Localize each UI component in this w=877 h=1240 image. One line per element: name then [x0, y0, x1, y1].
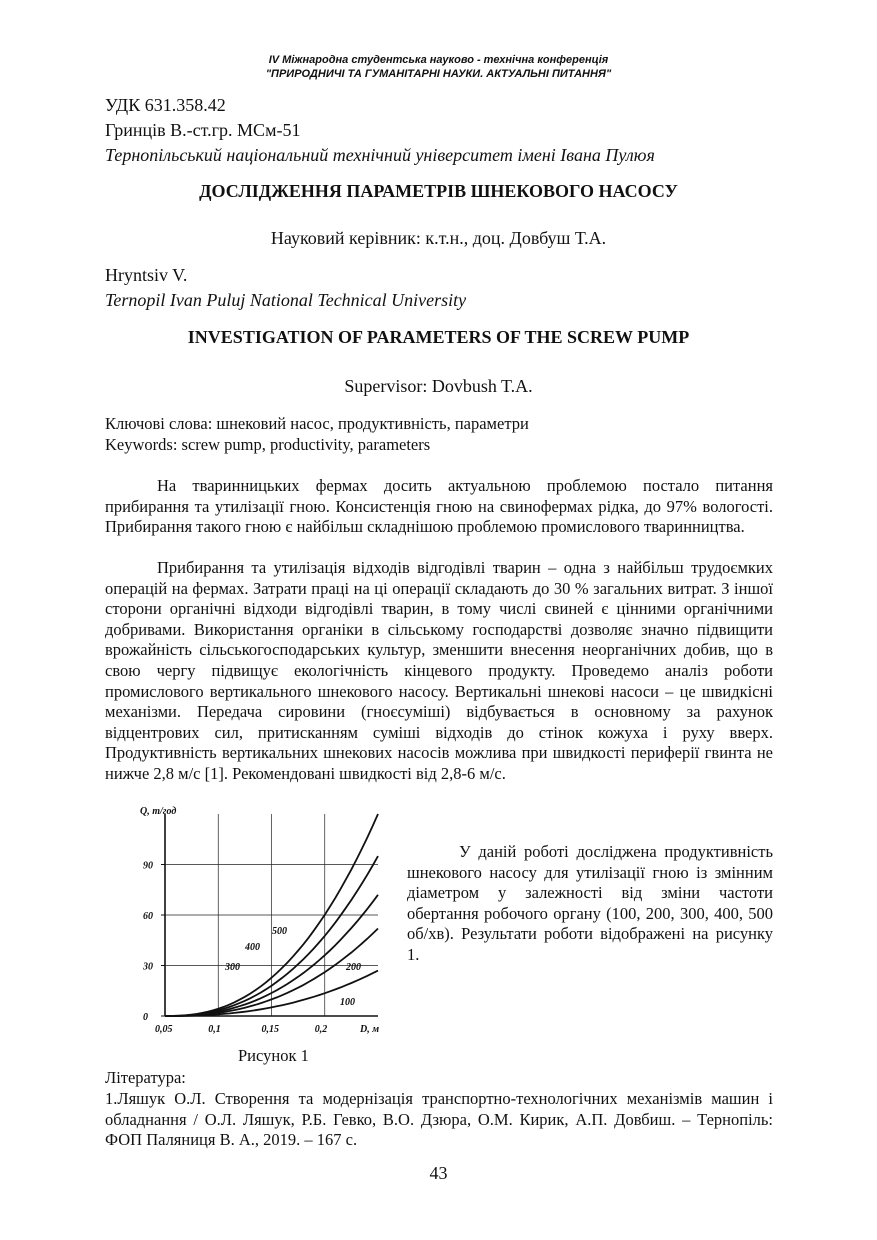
supervisor-en: Supervisor: Dovbush T.A. [344, 376, 533, 396]
affiliation-en: Ternopil Ivan Puluj National Technical University [105, 290, 467, 310]
conference-subtitle: "ПРИРОДНИЧІ ТА ГУМАНІТАРНІ НАУКИ. АКТУАЛЬНІ ПИТАННЯ" [265, 68, 612, 80]
series-label-500: 500 [272, 926, 287, 937]
keywords-en: Keywords: screw pump, productivity, parameters [105, 435, 431, 454]
keywords-ua: Ключові слова: шнековий насос, продуктивність, параметри [105, 414, 529, 433]
body-paragraph-2-text: Прибирання та утилізація відходів відгодівлі тварин – одна з найбільш трудоємких операцій на фермах. Затрати праці на ці операції складають до 30 % загальних витрат. З іншої сторони органічні відходи відгодівлі тварин, в тому числі свиней є цінними органічними добривами. Використання органіки в сільському господарстві дозволяє значно підвищити врожайність сільськогосподарських культур, зменшити внесення неорганічних добив, що в свою чергу підвищує екологічність кінцевого продукту. Проведемо аналіз роботи промислового вертикального шнекового насосу. Вертикальні шнекові насоси – це швидкісні механізми. Передача сировини (гноєсуміші) відбувається в основному за рахунок відцентрових сил, притисканням суміші відходів до стінок кожуха і руху вверх. Продуктивність вертикальних шнекових насосів можлива при швидкості периферії гвинта не нижче 2,8 м/с [1]. Рекомендовані швидкості від 2,8-6 м/с. [105, 558, 773, 783]
body-paragraph-3-text: У даній роботі досліджена продуктивність шнекового насосу для утилізації гною із змінним діаметром у залежності від зміни частоти обертання робочого органу (100, 200, 300, 400, 500 об/хв). Результати роботи відображені на рисунку 1. [407, 842, 773, 964]
y-tick-label: 0 [143, 1012, 148, 1023]
supervisor-ua: Науковий керівник: к.т.н., доц. Довбуш Т.А. [270, 228, 607, 248]
x-axis-label: D, м [360, 1024, 380, 1035]
chart-series-labels [224, 926, 361, 1008]
y-tick-label: 60 [143, 911, 153, 922]
series-label-100: 100 [340, 997, 355, 1008]
series-label-200: 200 [346, 962, 361, 973]
figure-1 [110, 800, 400, 1040]
body-paragraph-1 [105, 476, 773, 538]
series-label-400: 400 [245, 942, 260, 953]
x-tick-label: 0,1 [208, 1024, 221, 1035]
author-ua: Гринців В.-ст.гр. МСм-51 [105, 120, 301, 140]
udk-code: УДК 631.358.42 [105, 95, 226, 115]
affiliation-ua: Тернопільський національний технічний університет імені Івана Пулюя [105, 145, 655, 165]
series-label-300: 300 [225, 962, 240, 973]
x-tick-label: 0,2 [314, 1024, 328, 1035]
page-number: 43 [429, 1163, 448, 1183]
y-axis-label: Q, т/год [140, 806, 177, 817]
author-en: Hryntsiv V. [105, 265, 188, 285]
body-paragraph-1-text: На тваринницьких фермах досить актуальною проблемою постало питання прибирання та утилізації гною. Консистенція гною на свинофермах рідка, до 97% вологості. Прибирання такого гною є найбільш складнішою проблемою промислового тваринництва. [105, 476, 773, 537]
conference-title: IV Міжнародна студентська науково - технічна конференція [268, 54, 609, 66]
title-ua: ДОСЛІДЖЕННЯ ПАРАМЕТРІВ ШНЕКОВОГО НАСОСУ [199, 181, 678, 201]
x-tick-label: 0,05 [155, 1024, 173, 1035]
body-paragraph-2 [105, 558, 773, 785]
title-en: INVESTIGATION OF PARAMETERS OF THE SCREW PUMP [187, 327, 690, 347]
y-tick-label: 30 [143, 961, 153, 973]
references-heading: Література: [105, 1068, 186, 1087]
conference-header [0, 53, 877, 81]
figure-caption: Рисунок 1 [238, 1046, 309, 1065]
productivity-chart [110, 800, 400, 1040]
body-paragraph-3 [407, 842, 773, 966]
x-tick-label: 0,15 [261, 1024, 279, 1035]
y-tick-label: 90 [143, 860, 153, 872]
reference-1: 1.Ляшук О.Л. Створення та модернізація транспортно-технологічних механізмів машин і обладнання / О.Л. Ляшук, Р.Б. Гевко, В.О. Дзюра, О.М. Кирик, А.П. Довбиш. – Тернопіль: ФОП Паляниця В. А., 2019. – 167 с. [105, 1089, 773, 1150]
